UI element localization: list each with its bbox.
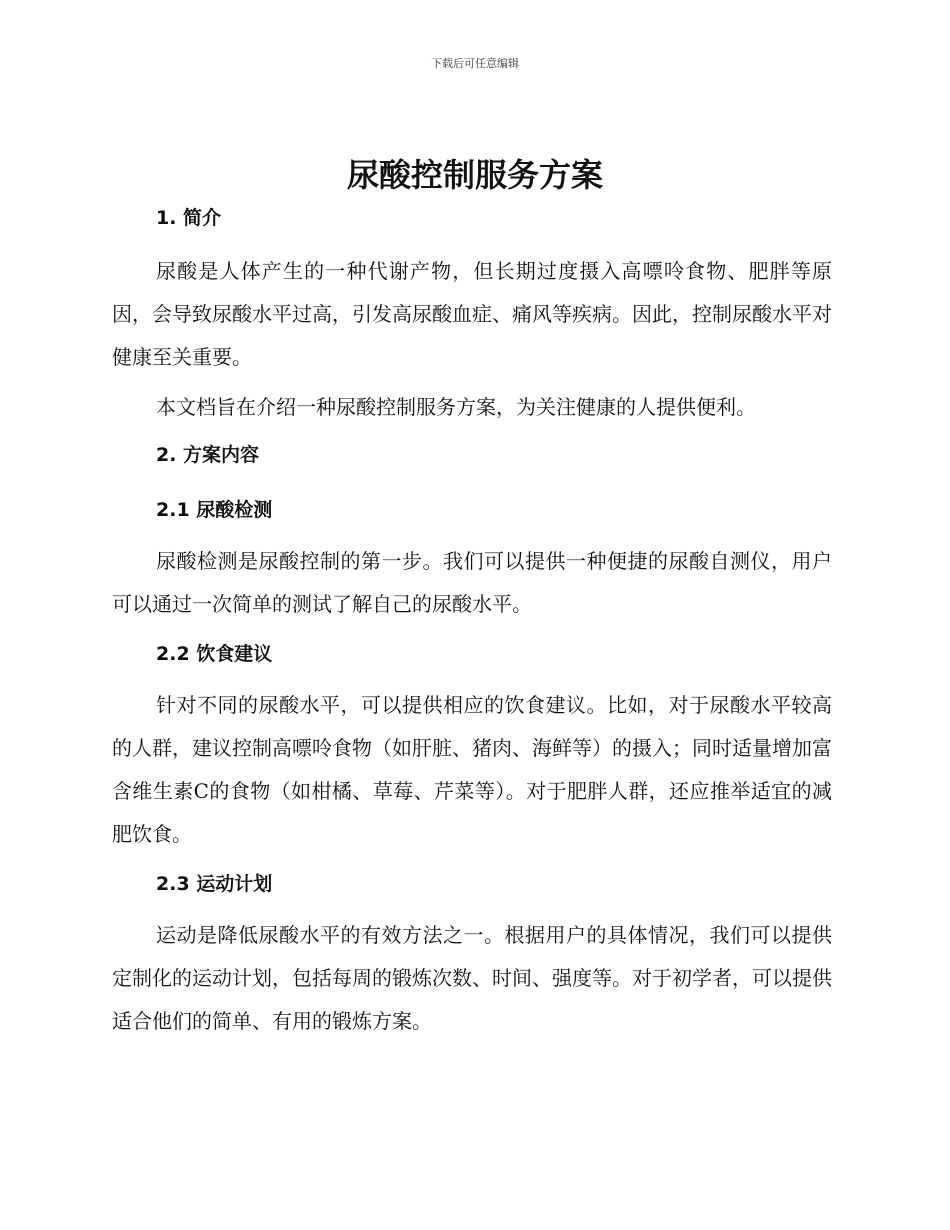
- paragraph-intro-1: 尿酸是人体产生的一种代谢产物，但长期过度摄入高嘌呤食物、肥胖等原因，会导致尿酸水平过高，引发高尿酸血症、痛风等疾病。因此，控制尿酸水平对健康至关重要。: [112, 259, 832, 369]
- section-heading-diet: 2.2 饮食建议: [156, 643, 273, 665]
- paragraph-intro-2: 本文档旨在介绍一种尿酸控制服务方案，为关注健康的人提供便利。: [156, 395, 756, 419]
- document-body: [112, 200, 832, 1043]
- section-heading-content: 2. 方案内容: [156, 444, 260, 466]
- section-heading-intro: 1. 简介: [156, 207, 222, 229]
- paragraph-diet: 针对不同的尿酸水平，可以提供相应的饮食建议。比如，对于尿酸水平较高的人群，建议控制高嘌呤食物（如肝脏、猪肉、海鲜等）的摄入；同时适量增加富含维生素C的食物（如柑橘、草莓、芹菜等）。对于肥胖人群，还应推举适宜的减肥饮食。: [112, 693, 832, 846]
- document-title: 尿酸控制服务方案: [346, 156, 603, 194]
- section-heading-test: 2.1 尿酸检测: [156, 499, 273, 521]
- section-heading-exercise: 2.3 运动计划: [156, 873, 273, 895]
- paragraph-test: 尿酸检测是尿酸控制的第一步。我们可以提供一种便捷的尿酸自测仪，用户可以通过一次简单的测试了解自己的尿酸水平。: [112, 549, 832, 616]
- paragraph-exercise: 运动是降低尿酸水平的有效方法之一。根据用户的具体情况，我们可以提供定制化的运动计划，包括每周的锻炼次数、时间、强度等。对于初学者，可以提供适合他们的简单、有用的锻炼方案。: [112, 923, 832, 1033]
- page-header-watermark: 下载后可任意编辑: [431, 57, 519, 70]
